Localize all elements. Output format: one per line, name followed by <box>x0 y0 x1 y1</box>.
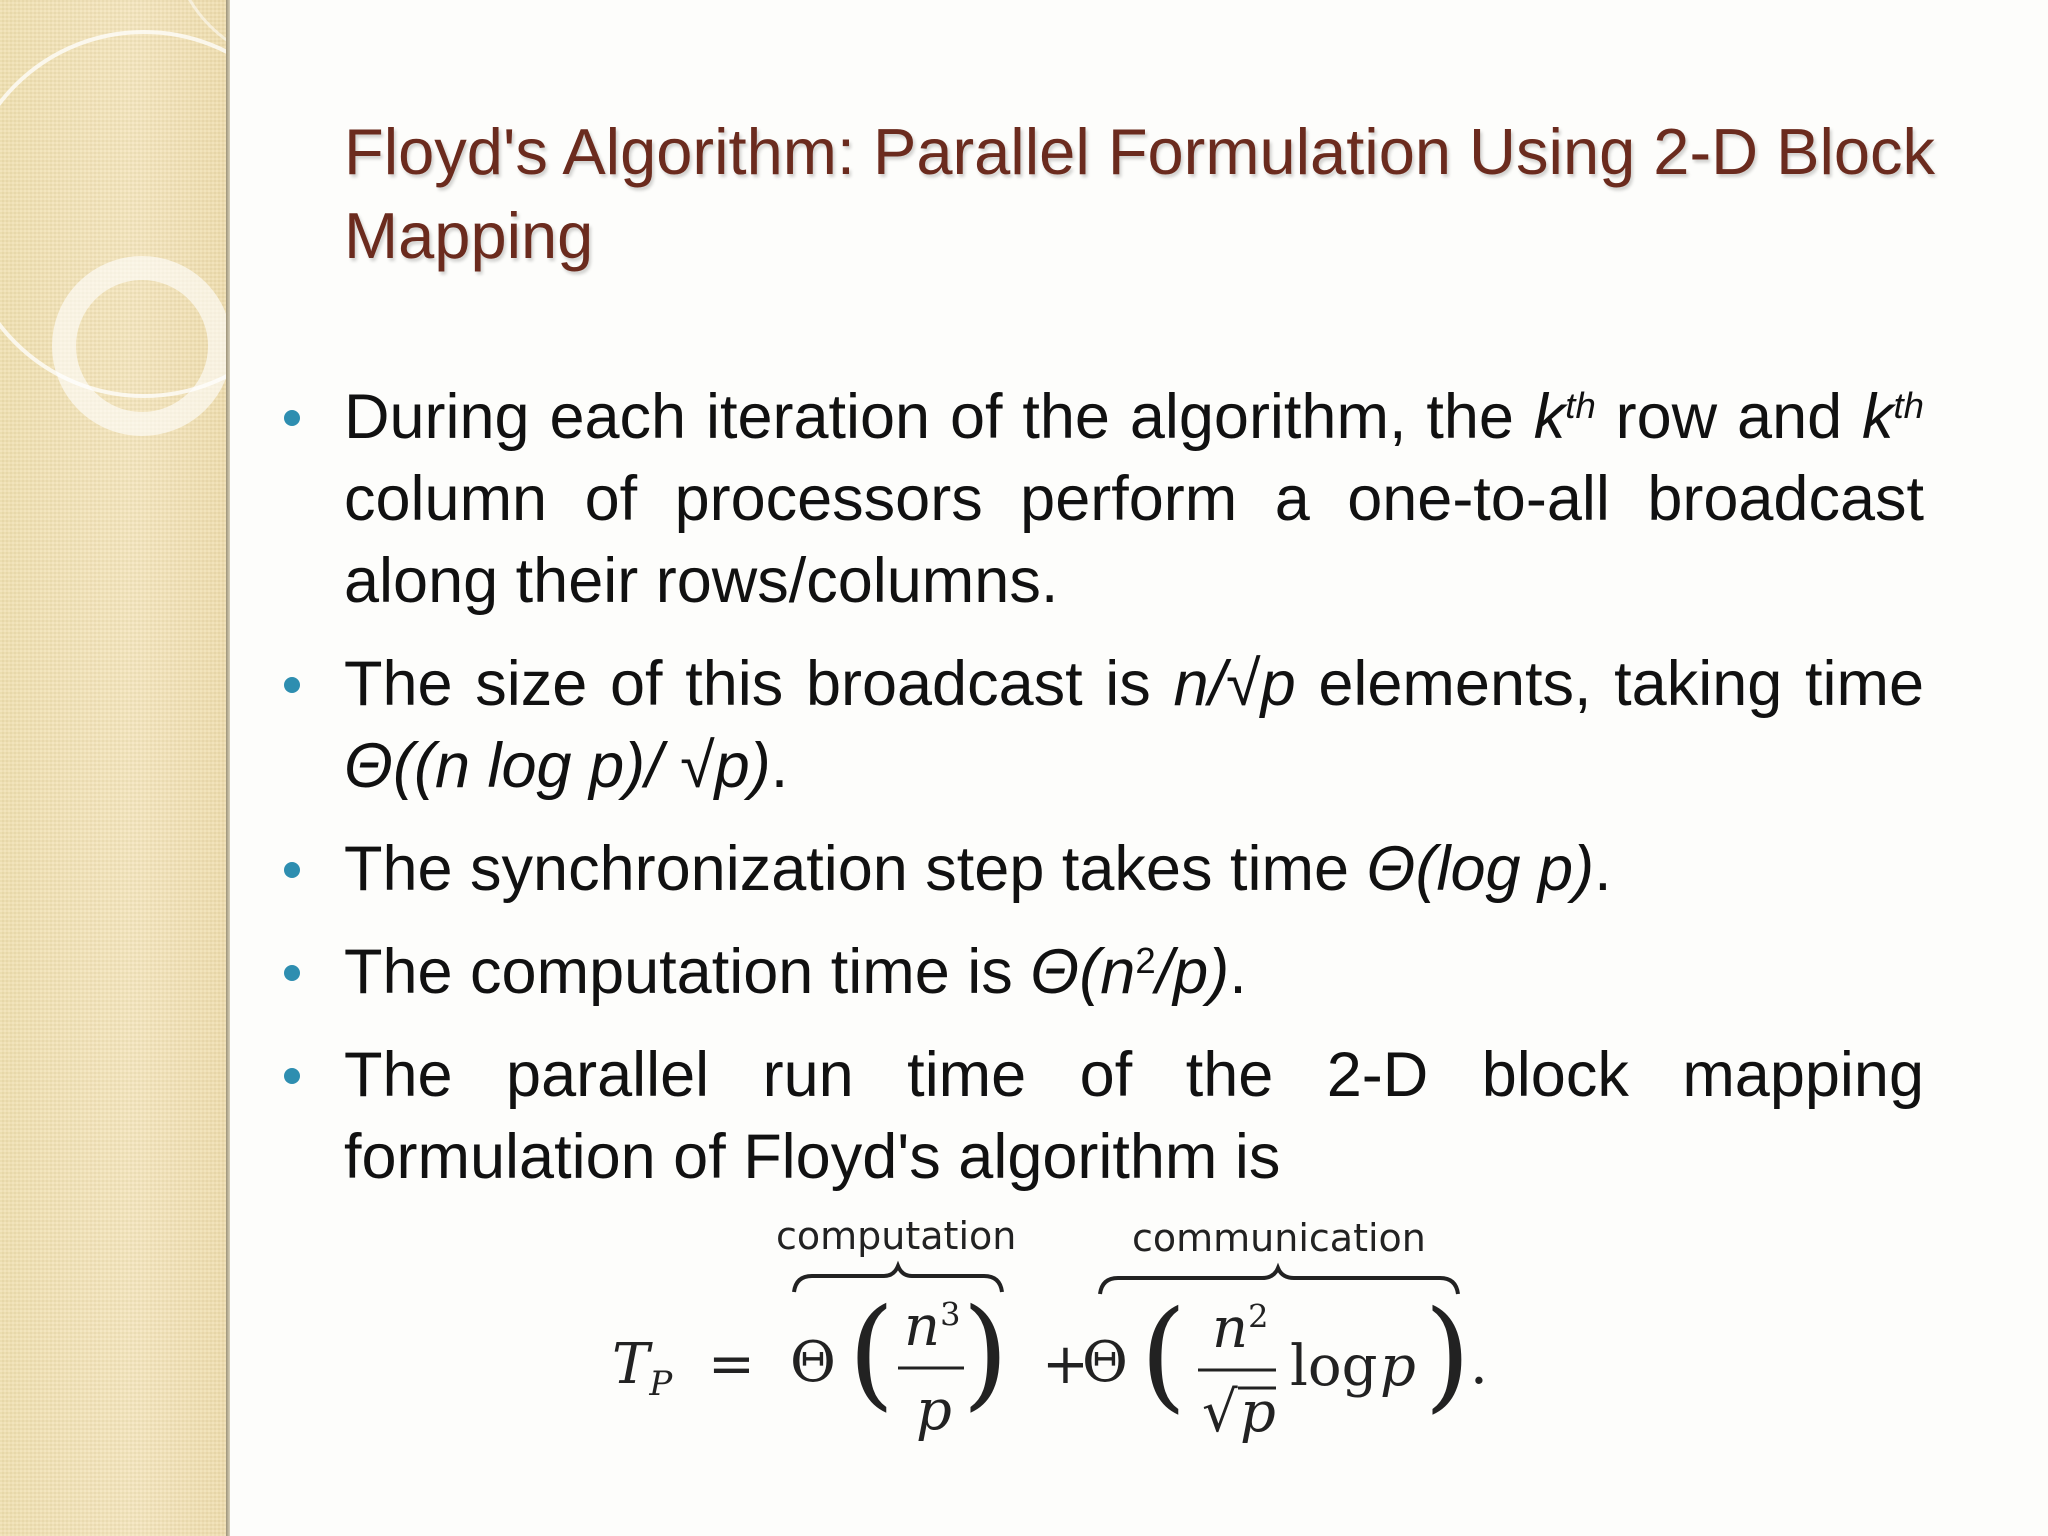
sidebar-border <box>226 0 230 1536</box>
fraction2-denominator: p <box>1240 1380 1276 1445</box>
log-function: log <box>1290 1334 1378 1399</box>
bullet-text: . <box>770 731 789 801</box>
bullet-text: elements, taking time <box>1295 649 1924 719</box>
formula-plus: + <box>1042 1332 1089 1397</box>
left-paren-2: ( <box>1140 1286 1187 1425</box>
bullet-dot-icon <box>284 410 300 426</box>
bullet-text: During each iteration of the algorithm, the <box>344 382 1534 452</box>
slide-title: Floyd's Algorithm: Parallel Formulation Using 2-D Block Mapping <box>344 115 1936 272</box>
fraction2-numerator: $n^2$ <box>1212 1296 1269 1361</box>
parallel-runtime-formula <box>612 1214 1512 1454</box>
computation-label: computation <box>776 1214 1017 1258</box>
bullet-dot-icon <box>284 965 300 981</box>
bullet-item <box>284 1034 1924 1198</box>
bullet-item <box>284 643 1924 807</box>
theta-symbol-2: Θ <box>1082 1330 1128 1395</box>
decorative-ring-small <box>52 256 228 436</box>
bullet-text: The parallel run time of the 2-D block mapping formulation of Floyd's algorithm is <box>344 1040 1924 1192</box>
math-text: /p) <box>1155 937 1230 1007</box>
bullet-text: The synchronization step takes time <box>344 834 1367 904</box>
math-text: Θ((n log p)/ √p) <box>344 731 771 801</box>
bullet-dot-icon <box>284 677 300 693</box>
bullet-text: row and <box>1595 382 1863 452</box>
decorative-sidebar <box>0 0 228 1536</box>
bullet-text: column of processors perform a one-to-all broadcast along their rows/columns. <box>344 464 1924 616</box>
math-text: k <box>1862 382 1894 452</box>
bullet-item <box>284 376 1924 622</box>
bullet-list <box>284 376 1924 1219</box>
log-argument: p <box>1380 1334 1416 1399</box>
math-text: k <box>1533 382 1566 452</box>
fraction1-numerator: $n^3$ <box>904 1294 961 1359</box>
formula-lhs: $T_P$ <box>612 1332 673 1405</box>
fraction1-denominator: p <box>916 1378 952 1443</box>
bullet-text: The size of this broadcast is <box>344 649 1174 719</box>
bullet-item <box>284 828 1924 910</box>
bullet-item <box>284 931 1924 1013</box>
bullet-text: . <box>1594 834 1612 904</box>
math-text: Θ(n <box>1030 937 1136 1007</box>
formula-equals: = <box>708 1332 755 1397</box>
bullet-dot-icon <box>284 862 300 878</box>
math-text: n/√p <box>1173 649 1296 719</box>
bullet-text: . <box>1229 937 1247 1007</box>
right-paren-1: ) <box>962 1284 1009 1423</box>
superscript-text: th <box>1893 384 1924 426</box>
formula-period: . <box>1470 1332 1488 1397</box>
bullet-dot-icon <box>284 1068 300 1084</box>
theta-symbol-1: Θ <box>790 1330 836 1395</box>
right-paren-2: ) <box>1424 1286 1471 1425</box>
bullet-text: The computation time is <box>344 937 1031 1007</box>
communication-label: communication <box>1132 1216 1426 1260</box>
math-text: Θ(log p) <box>1366 834 1595 904</box>
sqrt-symbol: √ <box>1202 1380 1238 1445</box>
left-paren-1: ( <box>848 1284 895 1423</box>
superscript-text: th <box>1565 384 1596 426</box>
superscript-text: 2 <box>1135 939 1156 981</box>
